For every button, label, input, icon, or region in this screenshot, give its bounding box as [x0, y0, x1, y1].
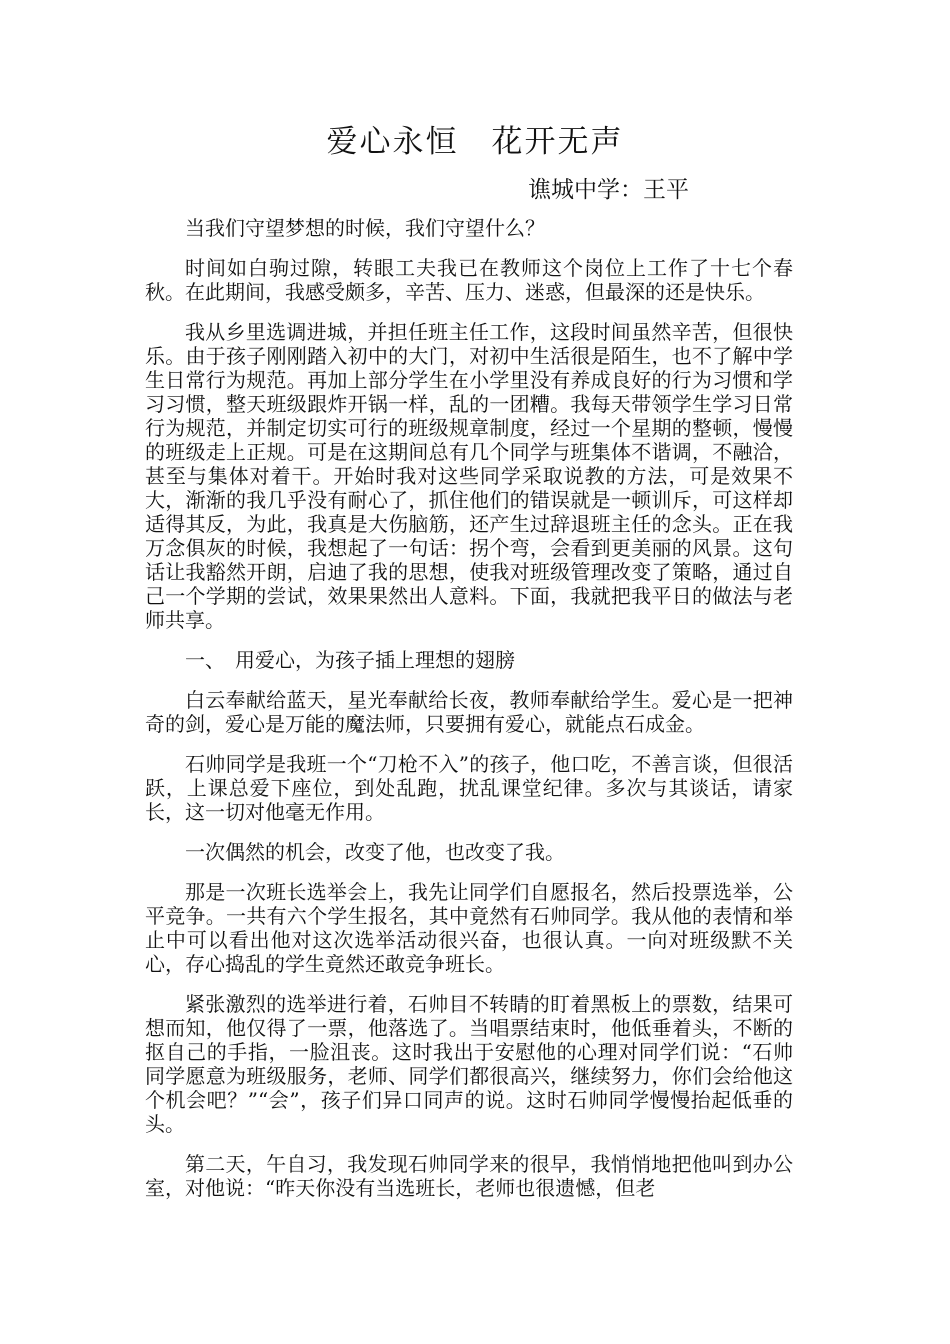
paragraph: 紧张激烈的选举进行着，石帅目不转睛的盯着黑板上的票数，结果可想而知，他仅得了一票，他落选了。当唱票结束时，他低垂着头，不断的抠自己的手指，一脸沮丧。这时我出于安慰他的心理对同学们说：“石帅同学愿意为班级服务，老师、同学们都很高兴，继续努力，你们会给他这个机会吧？”“会”，孩子们异口同声的说。这时石帅同学慢慢抬起低垂的头。	[145, 992, 793, 1136]
paragraph: 第二天，午自习，我发现石帅同学来的很早，我悄悄地把他叫到办公室，对他说：“昨天你没有当选班长，老师也很遗憾，但老	[145, 1152, 793, 1200]
paragraph-intro-question: 当我们守望梦想的时候，我们守望什么？	[185, 216, 545, 240]
paragraph: 我从乡里选调进城，并担任班主任工作，这段时间虽然辛苦，但很快乐。由于孩子刚刚踏入初中的大门，对初中生活很是陌生，也不了解中学生日常行为规范。再加上部分学生在小学里没有养成良好的行为习惯和学习习惯，整天班级跟炸开锅一样，乱的一团糟。我每天带领学生学习日常行为规范，并制定切实可行的班级规章制度，经过一个星期的整顿，慢慢的班级走上正规。可是在这期间总有几个同学与班集体不谐调，不融洽，甚至与集体对着干。开始时我对这些同学采取说教的方法，可是效果不大，渐渐的我几乎没有耐心了，抓住他们的错误就是一顿训斥，可这样却适得其反，为此，我真是大伤脑筋，还产生过辞退班主任的念头。正在我万念俱灰的时候，我想起了一句话：拐个弯，会看到更美丽的风景。这句话让我豁然开朗，启迪了我的思想，使我对班级管理改变了策略，通过自己一个学期的尝试，效果果然出人意料。下面，我就把我平日的做法与老师共享。	[145, 320, 793, 632]
paragraph: 那是一次班长选举会上，我先让同学们自愿报名，然后投票选举，公平竞争。一共有六个学生报名，其中竟然有石帅同学。我从他的表情和举止中可以看出他对这次选举活动很兴奋，也很认真。一向对班级默不关心，存心捣乱的学生竟然还敢竞争班长。	[145, 880, 793, 976]
paragraph: 时间如白驹过隙，转眼工夫我已在教师这个岗位上工作了十七个春秋。在此期间，我感受颇多，辛苦、压力、迷惑，但最深的还是快乐。	[145, 256, 793, 304]
paragraph: 白云奉献给蓝天，星光奉献给长夜，教师奉献给学生。爱心是一把神奇的剑，爱心是万能的魔法师，只要拥有爱心，就能点石成金。	[145, 688, 793, 736]
paragraph: 一次偶然的机会，改变了他，也改变了我。	[185, 840, 565, 864]
paragraph: 石帅同学是我班一个“刀枪不入”的孩子，他口吃，不善言谈，但很活跃，上课总爱下座位，到处乱跑，扰乱课堂纪律。多次与其谈话，请家长，这一切对他毫无作用。	[145, 752, 793, 824]
section-heading: 一、 用爱心，为孩子插上理想的翅膀	[185, 648, 515, 672]
document-body	[145, 216, 793, 1216]
document-title: 爱心永恒 花开无声	[326, 124, 624, 160]
author-line: 谯城中学：王平	[528, 177, 689, 203]
